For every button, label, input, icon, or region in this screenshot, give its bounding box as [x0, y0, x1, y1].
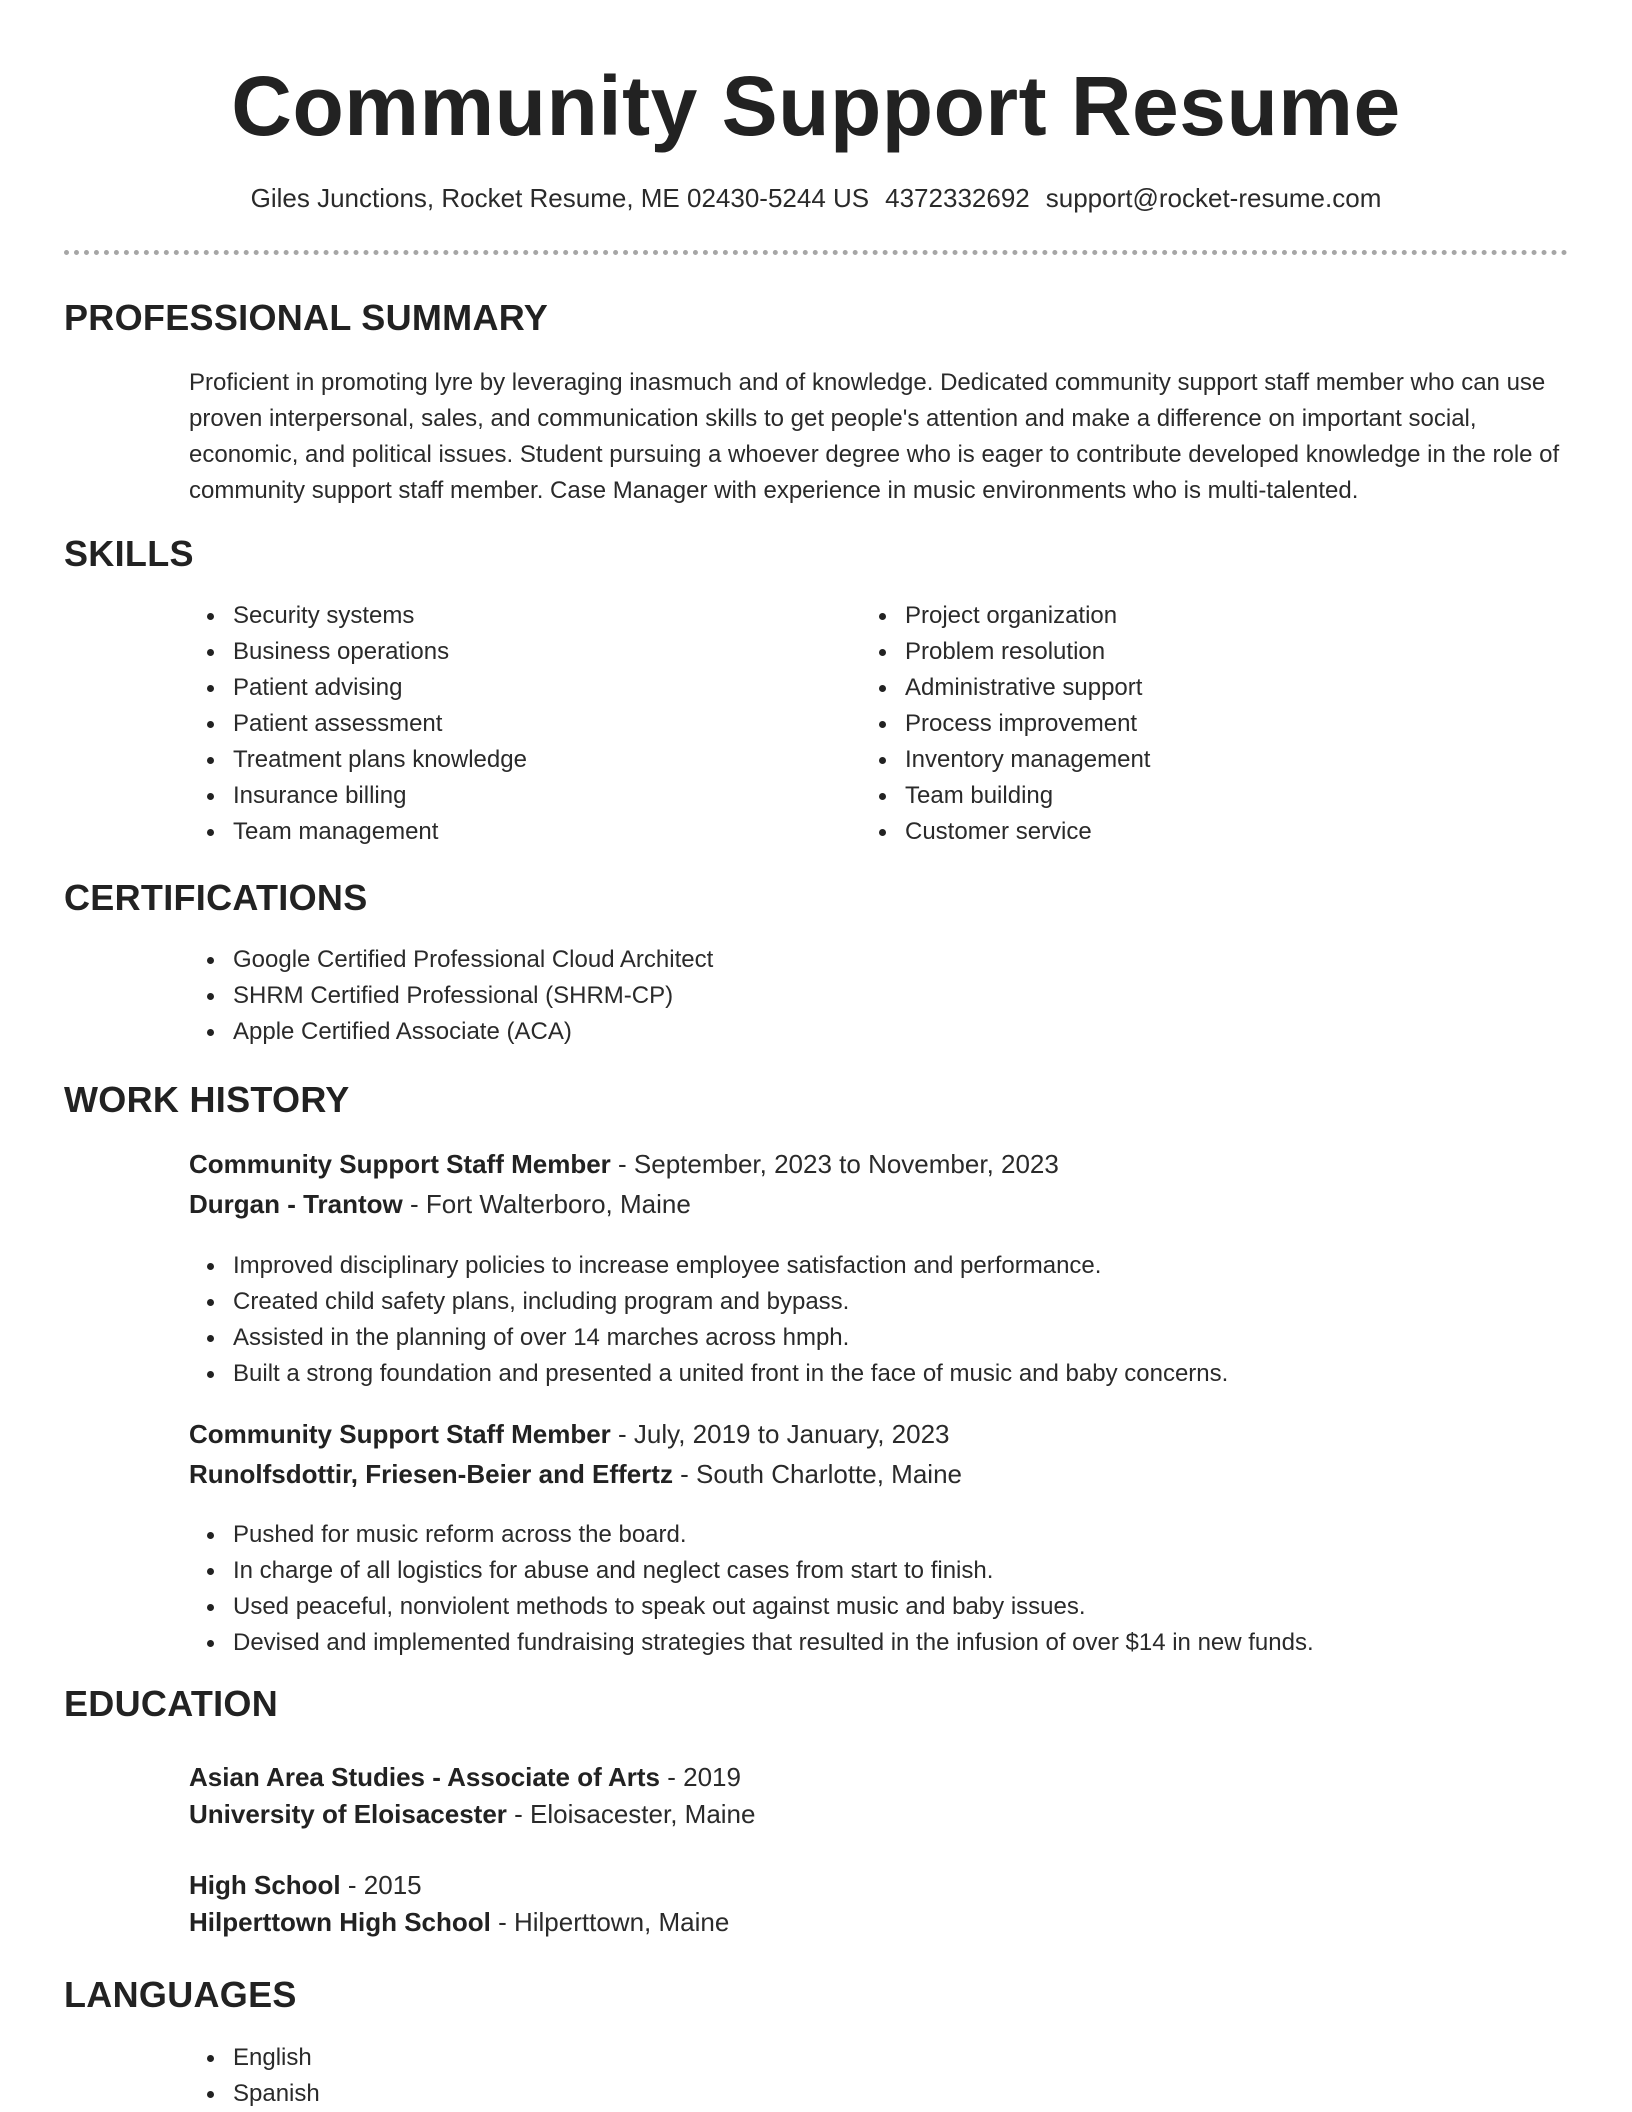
resume-title: Community Support Resume — [231, 59, 1401, 153]
job-dates: - September, 2023 to November, 2023 — [610, 1149, 1059, 1179]
skill-item: Process improvement — [861, 706, 1150, 742]
section-heading-certifications: CERTIFICATIONS — [64, 877, 368, 918]
education-year: - 2019 — [660, 1762, 741, 1792]
job-company: Durgan - Trantow — [189, 1189, 403, 1219]
contact-address: Giles Junctions, Rocket Resume, ME 02430-5244 US — [250, 183, 870, 213]
language-item: Spanish — [189, 2076, 320, 2112]
education-degree: High School — [189, 1870, 341, 1900]
education-year: - 2015 — [340, 1870, 422, 1900]
job-title: Community Support Staff Member — [189, 1419, 611, 1449]
section-heading-languages: LANGUAGES — [64, 1974, 297, 2015]
education-degree: Asian Area Studies - Associate of Arts — [189, 1762, 661, 1792]
education-location: - Hilperttown, Maine — [490, 1907, 730, 1937]
job-title: Community Support Staff Member — [189, 1149, 611, 1179]
job-bullet: Assisted in the planning of over 14 marches across hmph. — [189, 1320, 1228, 1356]
skill-item: Patient advising — [189, 670, 527, 706]
skill-item: Team management — [189, 814, 527, 850]
summary-text: Proficient in promoting lyre by leveraging inasmuch and of knowledge. Dedicated community support staff member who can use proven interpersonal, sales, and communication skills to get people's attention and make a difference on important social, economic, and political issues. Student pursuing a whoever degree who is eager to contribute developed knowledge in the role of community support staff member. Case Manager with experience in music environments who is multi-talented. — [189, 369, 1560, 504]
section-heading-education: EDUCATION — [64, 1683, 279, 1724]
job-bullet: Created child safety plans, including program and bypass. — [189, 1284, 1228, 1320]
job-bullet: Pushed for music reform across the board. — [189, 1517, 1314, 1553]
skill-item: Insurance billing — [189, 778, 527, 814]
skills-list-right — [861, 598, 1150, 850]
certification-item: Google Certified Professional Cloud Architect — [189, 942, 713, 978]
education-school: Hilperttown High School — [189, 1907, 491, 1937]
certification-item: Apple Certified Associate (ACA) — [189, 1014, 713, 1050]
job-bullets — [189, 1248, 1228, 1392]
contact-phone: 4372332692 — [885, 183, 1030, 213]
education-degree-line — [189, 1758, 741, 1796]
job-bullet: Used peaceful, nonviolent methods to speak out against music and baby issues. — [189, 1589, 1314, 1625]
education-degree-line — [189, 1866, 422, 1904]
job-location: - Fort Walterboro, Maine — [402, 1189, 691, 1219]
language-item: English — [189, 2040, 320, 2076]
education-school-line — [189, 1795, 755, 1833]
job-company-line — [189, 1455, 962, 1493]
skill-item: Administrative support — [861, 670, 1150, 706]
skill-item: Project organization — [861, 598, 1150, 634]
skill-item: Problem resolution — [861, 634, 1150, 670]
skill-item: Customer service — [861, 814, 1150, 850]
skill-item: Treatment plans knowledge — [189, 742, 527, 778]
contact-email: support@rocket-resume.com — [1045, 183, 1382, 213]
languages-list — [189, 2040, 320, 2112]
certification-item: SHRM Certified Professional (SHRM-CP) — [189, 978, 713, 1014]
job-bullet: In charge of all logistics for abuse and neglect cases from start to finish. — [189, 1553, 1314, 1589]
contact-line — [0, 180, 1632, 216]
job-title-line — [189, 1415, 949, 1453]
skill-item: Business operations — [189, 634, 527, 670]
section-heading-skills: SKILLS — [64, 533, 194, 574]
education-school: University of Eloisacester — [189, 1799, 507, 1829]
skill-item: Security systems — [189, 598, 527, 634]
certifications-list — [189, 942, 713, 1050]
education-school-line — [189, 1903, 729, 1941]
job-company: Runolfsdottir, Friesen-Beier and Effertz — [189, 1459, 673, 1489]
job-dates: - July, 2019 to January, 2023 — [610, 1419, 950, 1449]
job-location: - South Charlotte, Maine — [672, 1459, 962, 1489]
job-bullet: Built a strong foundation and presented a united front in the face of music and baby concerns. — [189, 1356, 1228, 1392]
job-company-line — [189, 1185, 691, 1223]
section-heading-summary: PROFESSIONAL SUMMARY — [64, 297, 549, 338]
skill-item: Inventory management — [861, 742, 1150, 778]
job-title-line — [189, 1145, 1059, 1183]
education-location: - Eloisacester, Maine — [506, 1799, 756, 1829]
job-bullet: Improved disciplinary policies to increase employee satisfaction and performance. — [189, 1248, 1228, 1284]
job-bullet: Devised and implemented fundraising strategies that resulted in the infusion of over $14 in new funds. — [189, 1625, 1314, 1661]
skills-list-left — [189, 598, 527, 850]
job-bullets — [189, 1517, 1314, 1661]
skill-item: Patient assessment — [189, 706, 527, 742]
skill-item: Team building — [861, 778, 1150, 814]
section-heading-work-history: WORK HISTORY — [64, 1079, 350, 1120]
header-divider — [64, 250, 1568, 255]
